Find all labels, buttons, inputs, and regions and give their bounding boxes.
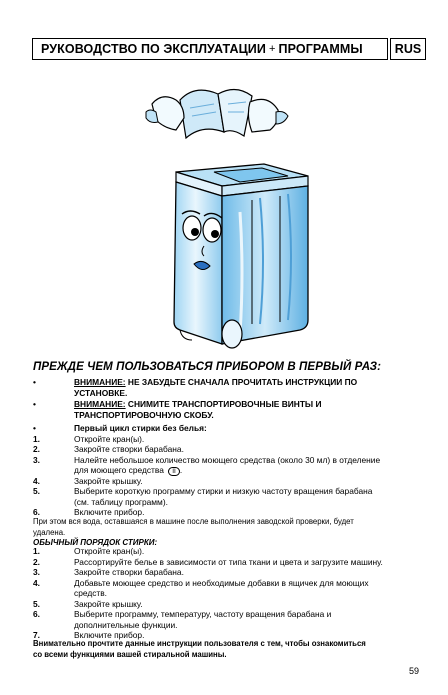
washing-machine-illustration (140, 72, 320, 357)
final-note: Внимательно прочтите данные инструкции пользователя с тем, чтобы ознакомиться со всеми функциями вашей стиральной машины. (33, 639, 366, 659)
list-item: 7. Включите прибор. (33, 630, 145, 640)
language-badge: RUS (390, 38, 426, 60)
list-item: 3. Налейте небольшое количество моющего средства (около 30 мл) в отделение для моющего средства II . (33, 454, 381, 475)
list-item: 1. Откройте кран(ы). (33, 546, 145, 556)
warning-label: ВНИМАНИЕ: (74, 377, 126, 387)
list-item: 2. Рассортируйте белье в зависимости от типа ткани и цвета и загрузите машину. (33, 556, 383, 567)
manual-book-icon (180, 89, 252, 138)
header-title-left: РУКОВОДСТВО ПО ЭКСПЛУАТАЦИИ (41, 42, 266, 56)
section-title-first-use: ПРЕЖДЕ ЧЕМ ПОЛЬЗОВАТЬСЯ ПРИБОРОМ В ПЕРВЫЙ РАЗ: (33, 361, 382, 373)
hand-left-icon (146, 97, 184, 130)
list-item: 4. Закройте крышку. (33, 475, 143, 486)
page-number: 59 (409, 666, 420, 676)
list-item: 4. Добавьте моющее средство и необходимые добавки в ящичек для моющих средств. (33, 577, 369, 598)
list-item: 6. Включите прибор. (33, 507, 145, 517)
list-item: 1. Откройте кран(ы). (33, 433, 145, 444)
detergent-compartment-icon: II (168, 467, 180, 476)
warning-label: ВНИМАНИЕ: (74, 399, 126, 409)
first-use-note: При этом вся вода, оставшаяся в машине после выполнения заводской проверки, будет удалена. (33, 517, 354, 537)
list-item: 6. Выберите программу, температуру, частоту вращения барабана и дополнительные функции. (33, 609, 332, 630)
hand-right-icon (248, 99, 288, 132)
first-cycle-title: • Первый цикл стирки без белья: (33, 423, 207, 433)
list-item: 5. Закройте крышку. (33, 598, 143, 609)
warning-install: • ВНИМАНИЕ: НЕ ЗАБУДЬТЕ СНАЧАЛА ПРОЧИТАТЬ ИНСТРУКЦИИ ПО УСТАНОВКЕ. (33, 377, 358, 398)
section-title-normal-wash: ОБЫЧНЫЙ ПОРЯДОК СТИРКИ: (33, 538, 158, 547)
header-title-box (32, 38, 388, 60)
list-item: 2. Закройте створки барабана. (33, 444, 184, 454)
header-title-right: ПРОГРАММЫ (278, 42, 363, 56)
list-item: 3. Закройте створки барабана. (33, 567, 184, 577)
warning-transport: • ВНИМАНИЕ: СНИМИТЕ ТРАНСПОРТИРОВОЧНЫЕ ВИНТЫ И ТРАНСПОРТИРОВОЧНУЮ СКОБУ. (33, 399, 322, 420)
header-plus: + (268, 43, 276, 55)
list-item: 5. Выберите короткую программу стирки и низкую частоту вращения барабана (см. таблицу программ). (33, 486, 373, 507)
